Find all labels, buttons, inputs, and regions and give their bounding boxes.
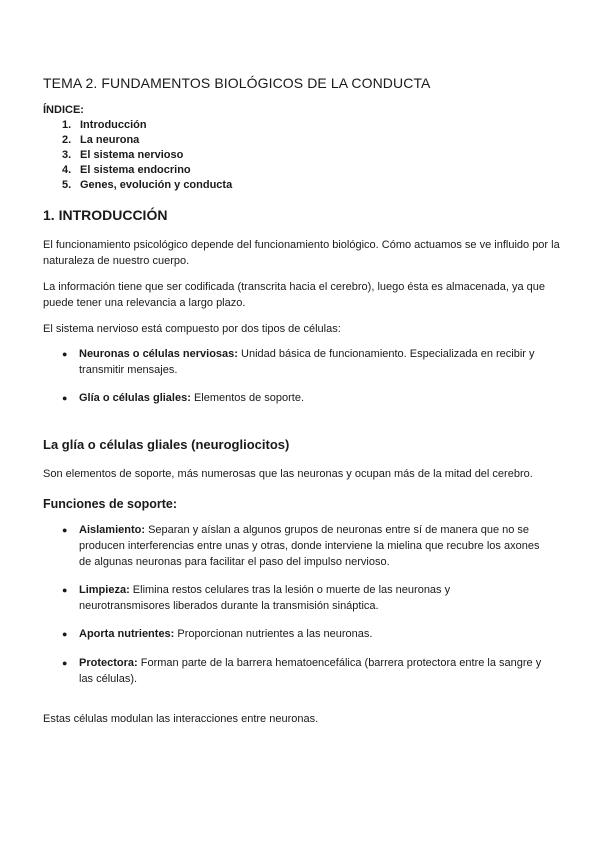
bullet-icon: ● [62, 393, 68, 403]
toc-item: 3. El sistema nervioso [62, 149, 184, 161]
list-item: ● Neuronas o células nerviosas: Unidad básica de funcionamiento. Especializada en recibir y transmitir mensajes. [62, 348, 535, 376]
paragraph: Son elementos de soporte, más numerosas que las neuronas y ocupan más de la mitad del cerebro. [43, 468, 533, 480]
table-of-contents [62, 118, 232, 193]
toc-item: 1. Introducción [62, 119, 147, 131]
list-item: ● Protectora: Forman parte de la barrera hematoencefálica (barrera protectora entre la sangre y las células). [62, 657, 542, 685]
list-item: ● Glía o células gliales: Elementos de soporte. [62, 392, 305, 404]
toc-item: 4. El sistema endocrino [62, 164, 191, 176]
toc-item: 5. Genes, evolución y conducta [62, 179, 233, 191]
bullet-icon: ● [62, 525, 68, 535]
index-label: ÍNDICE: [43, 104, 84, 116]
document-title: TEMA 2. FUNDAMENTOS BIOLÓGICOS DE LA CONDUCTA [43, 75, 431, 91]
bullet-icon: ● [62, 658, 68, 668]
bullet-icon: ● [62, 349, 68, 359]
functions-heading: Funciones de soporte: [43, 497, 178, 511]
list-item: ● Aislamiento: Separan y aíslan a algunos grupos de neuronas entre sí de manera que no se producen interferencias entre unas y otras, donde interviene la mielina que recubre los axones de algunas neuronas para facilitar el paso del impulso nervioso. [62, 524, 540, 568]
paragraph: Estas células modulan las interacciones entre neuronas. [43, 713, 319, 725]
section-heading-introduction: 1. INTRODUCCIÓN [43, 207, 168, 223]
list-item: ● Aporta nutrientes: Proporcionan nutrientes a las neuronas. [62, 628, 373, 640]
list-item: ● Limpieza: Elimina restos celulares tras la lesión o muerte de las neuronas y neurotransmisores liberados durante la transmisión sináptica. [62, 584, 451, 612]
paragraph: La información tiene que ser codificada (transcrita hacia el cerebro), luego ésta es almacenada, ya que puede tener una relevancia a largo plazo. [43, 281, 546, 309]
bullet-icon: ● [62, 585, 68, 595]
toc-item: 2. La neurona [62, 134, 140, 146]
subsection-heading-glia: La glía o células gliales (neurogliocitos) [43, 437, 290, 452]
paragraph: El sistema nervioso está compuesto por dos tipos de células: [43, 323, 341, 335]
bullet-icon: ● [62, 629, 68, 639]
paragraph: El funcionamiento psicológico depende del funcionamiento biológico. Cómo actuamos se ve influido por la naturaleza de nuestro cuerpo. [43, 239, 560, 267]
